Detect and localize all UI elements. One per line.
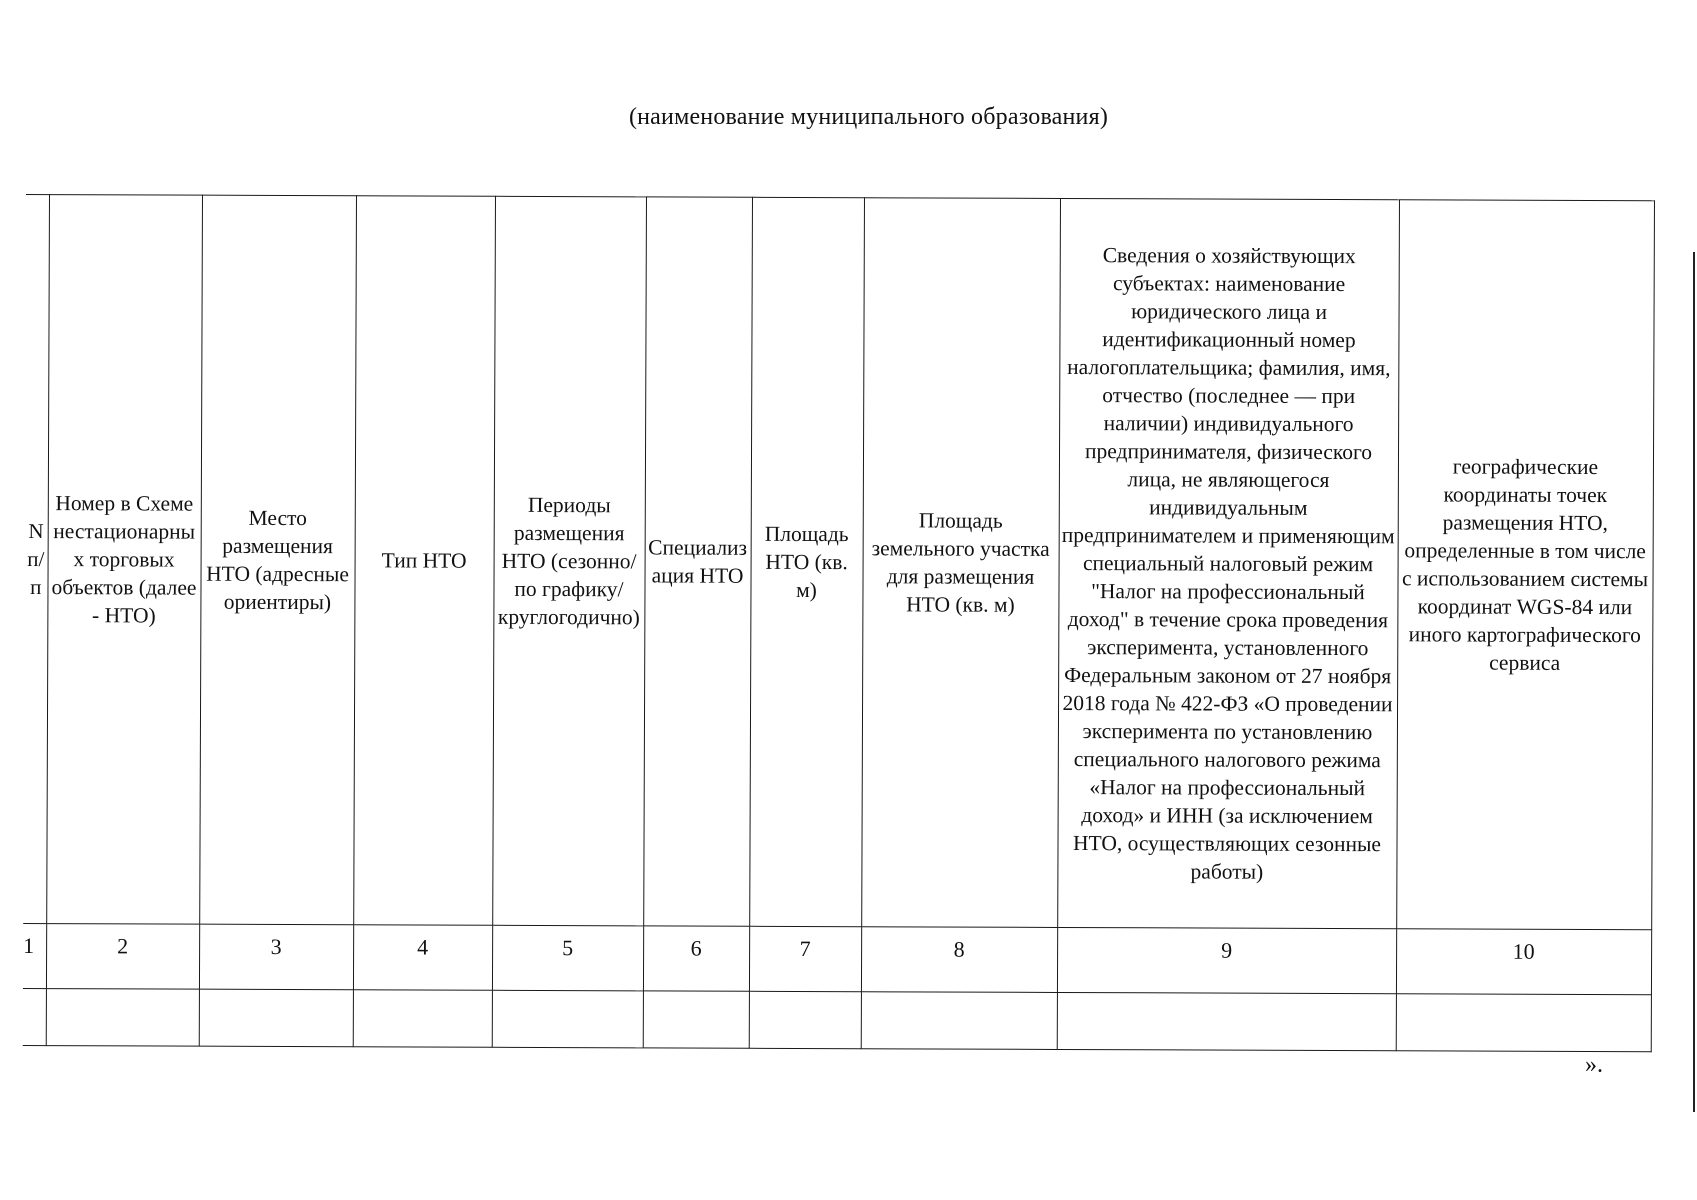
empty-cell (46, 989, 199, 1047)
column-number-cell: 10 (1396, 929, 1651, 995)
column-number-cell: 3 (199, 924, 353, 990)
empty-cell (861, 992, 1057, 1050)
closing-quote-mark: ». (1585, 1052, 1603, 1078)
header-cell-nto-area: Площадь НТО (кв. м) (749, 197, 864, 926)
column-number-cell: 5 (492, 925, 643, 991)
nto-table-wrapper (23, 194, 1654, 1052)
column-number-row (23, 923, 1651, 994)
header-cell-scheme-number: Номер в Схеме нестационарных торговых объектов (далее - НТО) (46, 195, 202, 925)
header-cell-type: Тип НТО (353, 196, 495, 926)
empty-cell (492, 990, 643, 1048)
column-number-cell: 8 (861, 927, 1057, 993)
column-number-cell: 6 (643, 926, 749, 991)
empty-cell (1396, 994, 1651, 1052)
empty-cell (199, 989, 353, 1047)
column-number-cell: 2 (46, 924, 199, 990)
header-cell-specialization: Специализация НТО (643, 197, 752, 926)
header-cell-coordinates: географические координаты точек размещения НТО, определенные в том числе с использованием системы координат WGS-84 или иного картографического сервиса (1396, 200, 1654, 930)
empty-cell (749, 991, 861, 1048)
municipality-caption: (наименование муниципального образования) (628, 104, 1109, 130)
column-number-cell: 7 (749, 926, 861, 991)
scan-edge-line (1693, 252, 1695, 1112)
header-cell-location: Место размещения НТО (адресные ориентиры) (199, 195, 356, 925)
header-cell-land-area: Площадь земельного участка для размещения НТО (кв. м) (861, 198, 1060, 928)
empty-cell (1057, 992, 1396, 1050)
column-number-cell: 4 (353, 925, 492, 991)
empty-cell (23, 988, 46, 1045)
column-number-cell: 9 (1057, 927, 1396, 993)
header-cell-periods: Периоды размещения НТО (сезонно/по графику/круглогодично) (492, 196, 646, 926)
empty-cell (643, 991, 749, 1048)
empty-data-row (23, 988, 1651, 1051)
column-number-cell: 1 (23, 923, 46, 988)
header-cell-business-info: Сведения о хозяйствующих субъектах: наименование юридического лица и идентификационный номер налогоплательщика; фамилия, имя, отчество (последнее — при наличии) индивидуального предпринимателя, физического лица, не являющегося индивидуальным предпринимателем и применяющим специальный налоговый режим "Налог на профессиональный доход" в течение срока проведения эксперимента, установленного Федеральным законом от 27 ноября 2018 года № 422-ФЗ «О проведении эксперимента по установлению специального налогового режима «Налог на профессиональный доход» и ИНН (за исключением НТО, осуществляющих сезонные работы) (1057, 198, 1399, 928)
header-cell-number: N п/п (23, 195, 49, 924)
header-row (23, 195, 1654, 930)
nto-table (23, 194, 1655, 1052)
empty-cell (353, 990, 492, 1048)
